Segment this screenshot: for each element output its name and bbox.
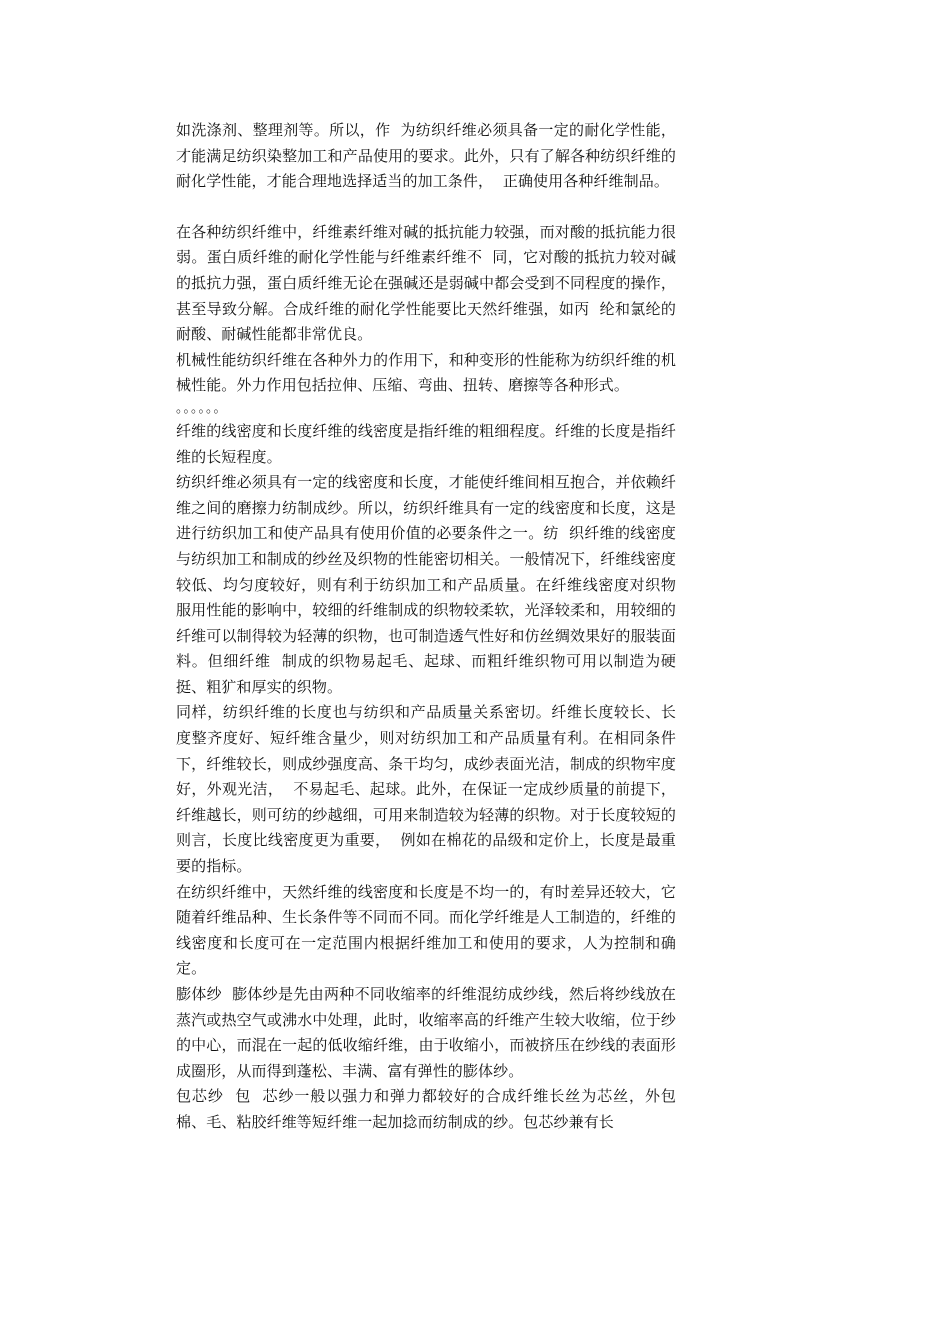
paragraph-length-importance: 同样，纺织纤维的长度也与纺织和产品质量关系密切。纤维长度较长、长 度整齐度好、短纤维含量少，则对纺织加工和产品质量有利。在相同条件下，纤维较长，则成纱强度高、条干均匀，成纱表面光洁，制成的织物牢度好，外观光洁， 不易起毛、起球。此外，在保证一定成纱质量的前提下，纤维越长，则可纺的纱越细，可用来制造较为轻薄的织物。对于长度较短的则言，长度比线密度更为重要， 例如在棉花的品级和定价上，长度是最重要的指标。 — [176, 703, 686, 876]
paragraph-natural-vs-chemical: 在纺织纤维中，天然纤维的线密度和长度是不均一的，有时差异还较大，它随着纤维品种、生长条件等不同而不同。而化学纤维是人工制造的，纤维的线密度和长度可在一定范围内根据纤维加工和使用的要求，人为控制和确定。 — [176, 882, 676, 978]
paragraph-fineness-and-length: 纤维的线密度和长度纤维的线密度是指纤维的粗细程度。纤维的长度是指纤维的长短程度。 — [176, 421, 676, 466]
paragraph-bulked-yarn: 膨体纱 膨体纱是先由两种不同收缩率的纤维混纺成纱线，然后将纱线放在蒸汽或热空气或沸水中处理，此时，收缩率高的纤维产生较大收缩，位于纱的中心，而混在一起的低收缩纤维，由于收缩小，而被挤压在纱线的表面形成圈形，从而得到蓬松、丰满、富有弹性的膨体纱。 — [176, 985, 676, 1080]
paragraph-chemical-resistance-intro: 如洗涤剂、整理剂等。所以，作 为纺织纤维必须具备一定的耐化学性能，才能满足纺织染整加工和产品使用的要求。此外，只有了解各种纺织纤维的耐化学性能，才能合理地选择适当的加工条件， 正确使用各种纤维制品。 — [176, 121, 676, 191]
paragraph-spacer — [176, 195, 676, 220]
paragraph-core-spun-yarn: 包芯纱 包 芯纱一般以强力和弹力都较好的合成纤维长丝为芯丝，外包棉、毛、粘胶纤维等短纤维一起加捻而纺制成的纱。包芯纱兼有长 — [176, 1087, 676, 1131]
ellipsis-separator: 。。。。。。 — [176, 400, 228, 416]
paragraph-fineness-importance: 纺织纤维必须具有一定的线密度和长度，才能使纤维间相互抱合，并依赖纤维之间的磨擦力纺制成纱。所以，纺织纤维具有一定的线密度和长度，这是进行纺织加工和使产品具有使用价值的必要条件之一。纺 织纤维的线密度与纺织加工和制成的纱丝及织物的性能密切相关。一般情况下，纤维线密度较低、均匀度较好，则有利于纺织加工和产品质量。在纤维线密度对织物 服用性能的影响中，较细的纤维制成的织物较柔软，光泽较柔和，用较细的纤维可以制得较为轻薄的织物，也可制造透气性好和仿丝绸效果好的服装面料。但细纤维 制成的织物易起毛、起球、而粗纤维织物可用以制造为硬挺、粗犷和厚实的织物。 — [176, 473, 686, 696]
paragraph-mechanical-properties: 机械性能纺织纤维在各种外力的作用下，和种变形的性能称为纺织纤维的机械性能。外力作用包括拉伸、压缩、弯曲、扭转、磨擦等各种形式。 — [176, 350, 676, 395]
paragraph-acid-alkali-resistance: 在各种纺织纤维中，纤维素纤维对碱的抵抗能力较强，而对酸的抵抗能力很弱。蛋白质纤维的耐化学性能与纤维素纤维不 同，它对酸的抵抗力较对碱的抵抗力强，蛋白质纤维无论在强碱还是弱碱中都会受到不同程度的操作，甚至导致分解。合成纤维的耐化学性能要比天然纤维强，如丙 纶和氯纶的耐酸、耐碱性能都非常优良。 — [176, 222, 676, 344]
document-body — [176, 118, 686, 1136]
